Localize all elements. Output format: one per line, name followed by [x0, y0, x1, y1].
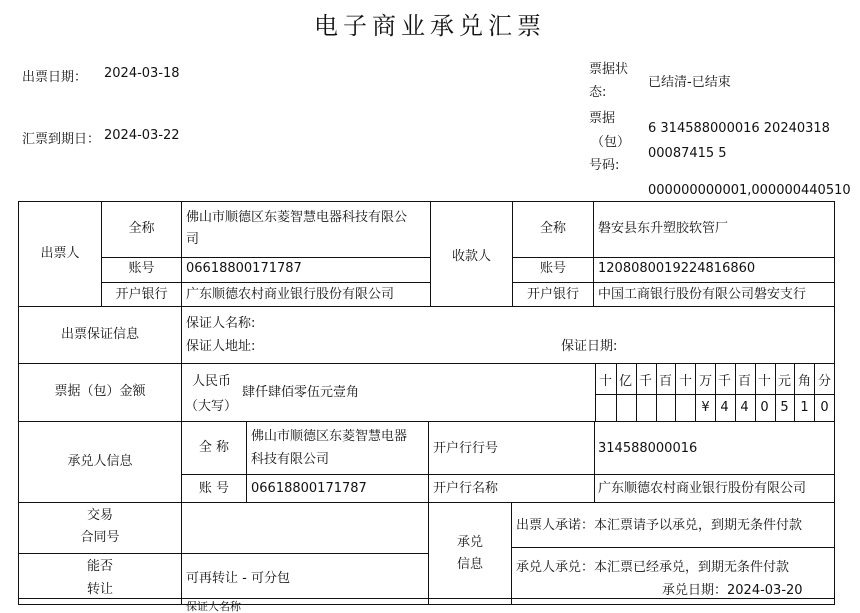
payee-name-label: 全称: [539, 221, 566, 236]
amount-unit-cell: 角: [797, 374, 811, 389]
issue-date-label: 出票日期：: [22, 70, 88, 85]
status-label-2: 态:: [589, 85, 607, 100]
payee-account: 1208080019224816860: [598, 261, 756, 276]
amount-unit-cell: 万: [698, 374, 712, 389]
accept-date-label: 承兑日期：: [662, 583, 728, 598]
payee-account-label: 账号: [539, 261, 566, 276]
bill-no-label-2: （包）: [591, 135, 631, 150]
payee-bank: 中国工商银行股份有限公司磐安支行: [598, 287, 807, 302]
amount-unit-cell: 千: [638, 374, 652, 389]
bill-number-line2: 00087415 5: [648, 146, 727, 161]
bill-no-label-1: 票据: [589, 111, 616, 126]
digit-cell-divider: [675, 364, 676, 421]
amount-unit-cell: 十: [598, 374, 612, 389]
amount-digit-cell: 0: [820, 400, 829, 415]
guarantor-name-label: 保证人名称:: [186, 316, 256, 331]
amount-digit-cell: 1: [800, 400, 809, 415]
acceptor-bank-no: 314588000016: [598, 441, 698, 456]
sub-bill-range: 000000000001,000000440510: [648, 183, 851, 198]
rmb-label: 人民币: [192, 374, 232, 389]
accept-info-label-1: 承兑: [456, 535, 483, 550]
amount-unit-cell: 百: [658, 374, 672, 389]
bill-number-line1: 6 314588000016 20240318: [648, 121, 830, 136]
guarantor-address-label: 保证人地址:: [186, 339, 256, 354]
bill-status: 已结清-已结束: [648, 75, 731, 90]
drawer-section-label: 出票人: [40, 246, 80, 261]
amount-digit-cell: 5: [780, 400, 789, 415]
amount-unit-cell: 亿: [618, 374, 632, 389]
partial-guarantor-label: 保证人名称: [186, 600, 241, 613]
acceptor-bank-name-label: 开户行名称: [433, 481, 499, 496]
acceptor-name-label: 全 称: [198, 440, 230, 455]
accept-info-label-2: 信息: [456, 557, 483, 572]
upper-case-label: （大写）: [185, 399, 238, 414]
guarantee-date-label: 保证日期:: [561, 339, 618, 354]
amount-unit-cell: 百: [737, 374, 751, 389]
amount-digit-cell: 4: [740, 400, 749, 415]
acceptor-account-label: 账 号: [198, 481, 230, 496]
transfer-value: 可再转让 - 可分包: [186, 571, 290, 586]
amount-digit-cell: ¥: [701, 400, 710, 415]
contract-label-2: 合同号: [80, 530, 120, 545]
drawer-bank: 广东顺德农村商业银行股份有限公司: [186, 287, 395, 302]
amount-unit-cell: 千: [717, 374, 731, 389]
transfer-label-1: 能否: [86, 559, 113, 574]
status-label-1: 票据状: [589, 62, 629, 77]
digit-cell-divider: [695, 364, 696, 421]
amount-section-label: 票据（包）金额: [54, 384, 146, 399]
drawer-promise: 出票人承诺：本汇票请予以承兑，到期无条件付款: [516, 518, 803, 533]
amount-digit-cell: 4: [720, 400, 729, 415]
due-date: 2024-03-22: [104, 128, 180, 143]
document-title: 电子商业承兑汇票: [314, 12, 546, 40]
drawer-name-line2: 司: [186, 232, 200, 247]
due-date-label: 汇票到期日：: [22, 132, 101, 147]
amount-unit-cell: 十: [757, 374, 771, 389]
drawer-account: 06618800171787: [186, 261, 302, 276]
accept-date: 2024-03-20: [727, 583, 803, 598]
transfer-label-2: 转让: [86, 582, 113, 597]
amount-in-words: 肆仟肆佰零伍元壹角: [242, 385, 360, 400]
acceptor-name-line1: 佛山市顺德区东菱智慧电器: [251, 429, 408, 444]
drawer-name-label: 全称: [128, 221, 155, 236]
payee-section-label: 收款人: [451, 249, 491, 264]
drawer-account-label: 账号: [128, 261, 155, 276]
acceptor-account: 06618800171787: [251, 481, 367, 496]
acceptor-bank-no-label: 开户行行号: [433, 441, 499, 456]
amount-digit-cell: 0: [760, 400, 769, 415]
drawer-bank-label: 开户银行: [115, 287, 168, 302]
acceptor-bank-name: 广东顺德农村商业银行股份有限公司: [598, 481, 807, 496]
guarantee-section-label: 出票保证信息: [60, 327, 139, 342]
amount-unit-cell: 分: [817, 374, 831, 389]
digit-cell-divider: [814, 364, 815, 421]
issue-date: 2024-03-18: [104, 66, 180, 81]
bill-no-label-3: 号码:: [589, 158, 620, 173]
contract-label-1: 交易: [86, 508, 113, 523]
acceptor-name-line2: 科技有限公司: [251, 452, 330, 467]
acceptor-promise: 承兑人承兑：本汇票已经承兑，到期无条件付款: [516, 560, 790, 575]
amount-unit-cell: 元: [777, 374, 791, 389]
payee-bank-label: 开户银行: [526, 287, 579, 302]
drawer-name-line1: 佛山市顺德区东菱智慧电器科技有限公: [186, 210, 408, 225]
amount-unit-cell: 十: [678, 374, 692, 389]
payee-name: 磐安县东升塑胶软管厂: [598, 221, 729, 236]
digit-cell-divider: [794, 364, 795, 421]
acceptor-section-label: 承兑人信息: [67, 454, 133, 469]
